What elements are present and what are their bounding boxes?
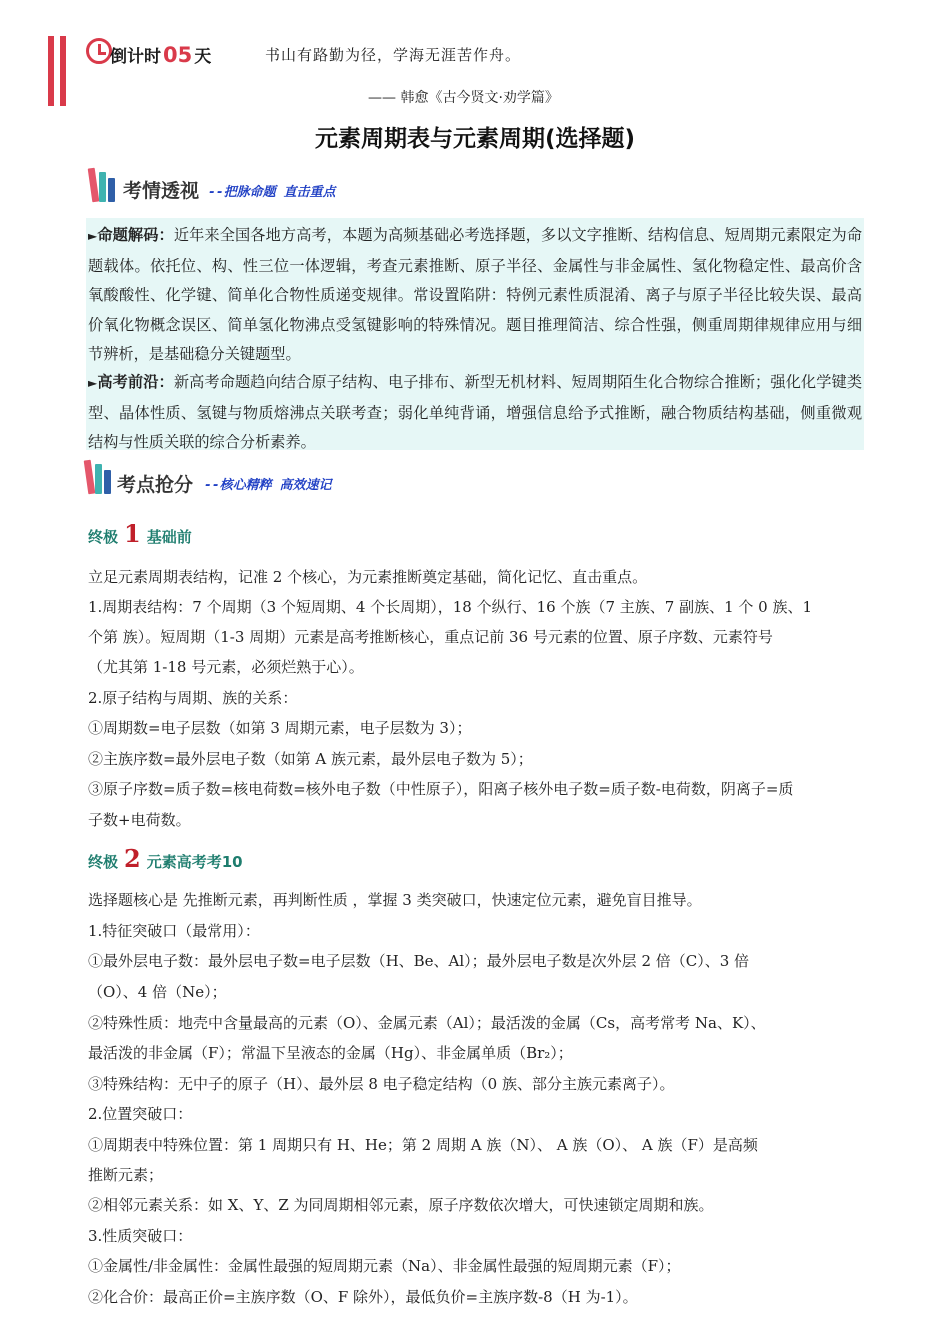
paragraph-frontier: [88, 368, 862, 458]
topic2-line: ②相邻元素关系：如 X、Y、Z 为同周期相邻元素，原子序数依次增大，可快速锁定周期和族。: [88, 1196, 714, 1214]
topic-prefix: 终极: [88, 528, 119, 546]
topic2-line: 3.性质突破口：: [88, 1227, 193, 1245]
topic-heading-1: [88, 519, 192, 548]
topic1-line: ①周期数=电子层数（如第 3 周期元素，电子层数为 3）；: [88, 719, 472, 737]
frontier-text: 新高考命题趋向结合原子结构、电子排布、新型无机材料、短周期陌生化合物综合推断；强化化学键类型、晶体性质、氢键与物质熔沸点关联考查；弱化单纯背诵，增强信息给予式推断，融合物质结构基础，侧重微观结构与性质关联的综合分析素养。: [88, 373, 863, 451]
topic1-line: （尤其第 1-18 号元素，必须烂熟于心）。: [88, 658, 364, 676]
countdown-prefix: 倒计时: [110, 47, 161, 67]
red-bar-left: [48, 36, 54, 106]
topic-title: 元素高考考10: [146, 853, 243, 871]
topic2-line: 1.特征突破口（最常用）：: [88, 922, 260, 940]
section-title-kaoqing: 考情透视: [123, 180, 200, 202]
section-subtitle-kaoqing: --把脉命题 直击重点: [208, 185, 336, 200]
topic1-line: ③原子序数=质子数=核电荷数=核外电子数（中性原子），阳离子核外电子数=质子数-电荷数，阴离子=质: [88, 780, 794, 798]
section-title-kaodian: 考点抢分: [117, 474, 194, 496]
countdown: [110, 42, 211, 67]
topic2-line: 最活泼的非金属（F）；常温下呈液态的金属（Hg）、非金属单质（Br₂）；: [88, 1044, 573, 1062]
books-icon: [90, 166, 120, 202]
topic-title: 基础前: [146, 528, 192, 546]
triangle-bullet-icon: ►: [88, 376, 98, 390]
countdown-suffix: 天: [194, 47, 212, 67]
topic-number: 2: [124, 844, 141, 873]
topic1-line: 立足元素周期表结构，记准 2 个核心，为元素推断奠定基础，简化记忆、直击重点。: [88, 568, 648, 586]
countdown-days: 05: [163, 43, 193, 67]
decode-label: 命题解码：: [97, 226, 174, 244]
clock-icon: [86, 38, 112, 64]
topic1-line: 个第 族）。短周期（1-3 周期）元素是高考推断核心，重点记前 36 号元素的位置、原子序数、元素符号: [88, 628, 773, 646]
topic1-line: 2.原子结构与周期、族的关系：: [88, 689, 298, 707]
frontier-label: 高考前沿：: [97, 373, 174, 391]
topic2-line: 选择题核心是 先推断元素，再判断性质 ，掌握 3 类突破口，快速定位元素，避免盲目推导。: [88, 891, 702, 909]
motto: 书山有路勤为径，学海无涯苦作舟。: [265, 46, 522, 64]
topic2-line: ①周期表中特殊位置：第 1 周期只有 H、He；第 2 周期 A 族（N）、 A 族（O）、 A 族（F）是高频: [88, 1136, 758, 1154]
topic2-line: 推断元素；: [88, 1166, 164, 1184]
triangle-bullet-icon: ►: [88, 229, 98, 243]
topic-heading-2: [88, 844, 243, 873]
decode-text: 近年来全国各地方高考，本题为高频基础必考选择题，多以文字推断、结构信息、短周期元素限定为命题载体。依托位、构、性三位一体逻辑，考查元素推断、原子半径、金属性与非金属性、氢化物稳定性、最高价含氧酸酸性、化学键、简单化合物性质递变规律。常设置陷阱：特例元素性质混淆、离子与原子半径比较失误、最高价氧化物概念误区、简单氢化物沸点受氢键影响的特殊情况。题目推理简洁、综合性强，侧重周期律规律应用与细节辨析，是基础稳分关键题型。: [88, 226, 863, 363]
books-icon: [86, 458, 116, 494]
topic2-line: ②化合价：最高正价=主族序数（O、F 除外），最低负价=主族序数-8（H 为-1）。: [88, 1288, 638, 1306]
topic1-line: 1.周期表结构：7 个周期（3 个短周期、4 个长周期），18 个纵行、16 个族（7 主族、7 副族、1 个 0 族、1: [88, 598, 813, 616]
page-title: 元素周期表与元素周期(选择题): [314, 126, 636, 152]
topic2-line: 2.位置突破口：: [88, 1105, 193, 1123]
red-bar-right: [60, 36, 66, 106]
topic-number: 1: [124, 519, 141, 548]
topic2-line: ①最外层电子数：最外层电子数=电子层数（H、Be、Al）；最外层电子数是次外层 2 倍（C）、3 倍: [88, 952, 750, 970]
topic-prefix: 终极: [88, 853, 119, 871]
topic2-line: ③特殊结构：无中子的原子（H）、最外层 8 电子稳定结构（0 族、部分主族元素离子）。: [88, 1075, 675, 1093]
section-subtitle-kaodian: --核心精粹 高效速记: [204, 478, 332, 493]
paragraph-decode: [88, 221, 862, 370]
topic2-line: ②特殊性质：地壳中含量最高的元素（O）、金属元素（Al）；最活泼的金属（Cs，高考常考 Na、K）、: [88, 1014, 766, 1032]
motto-source: —— 韩愈《古今贤文·劝学篇》: [368, 90, 559, 106]
topic2-line: （O）、4 倍（Ne）；: [88, 983, 227, 1001]
topic1-line: 子数+电荷数。: [88, 811, 191, 829]
topic2-line: ①金属性/非金属性：金属性最强的短周期元素（Na）、非金属性最强的短周期元素（F）；: [88, 1257, 681, 1275]
topic1-line: ②主族序数=最外层电子数（如第 A 族元素，最外层电子数为 5）；: [88, 750, 533, 768]
